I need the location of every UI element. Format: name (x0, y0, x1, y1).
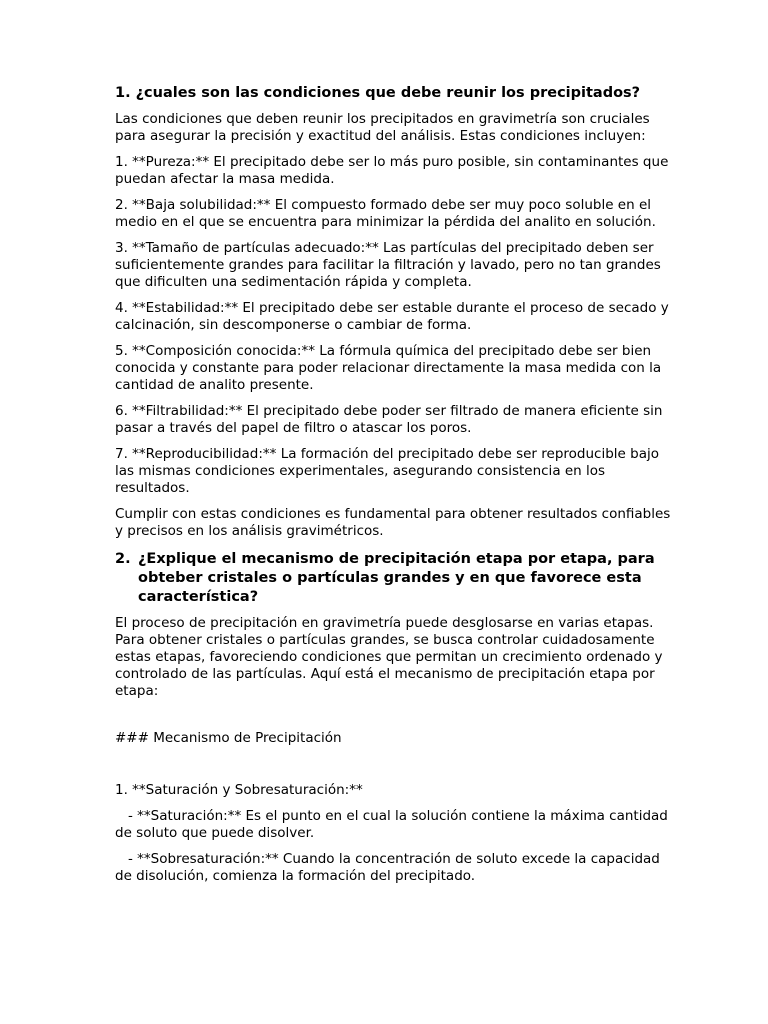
condition-item: 6. **Filtrabilidad:** El precipitado debe poder ser filtrado de manera eficiente sin pasar a través del papel de filtro o atascar los poros. (115, 403, 663, 436)
condition-item: 1. **Pureza:** El precipitado debe ser lo más puro posible, sin contaminantes que puedan afectar la masa medida. (115, 154, 669, 187)
condition-item: 2. **Baja solubilidad:** El compuesto formado debe ser muy poco soluble en el medio en el que se encuentra para minimizar la pérdida del analito en solución. (115, 197, 656, 230)
question-1-heading: 1. ¿cuales son las condiciones que debe reunir los precipitados? (115, 85, 641, 101)
condition-item: 3. **Tamaño de partículas adecuado:** Las partículas del precipitado deben ser suficientemente grandes para facilitar la filtración y lavado, pero no tan grandes que dificulten una sedimentación rápida y completa. (115, 240, 661, 290)
question-2-number: 2. (115, 551, 131, 567)
mechanism-subheading: ### Mecanismo de Precipitación (115, 730, 342, 746)
question-1-conclusion: Cumplir con estas condiciones es fundamental para obtener resultados confiables y precisos en los análisis gravimétricos. (115, 506, 671, 539)
question-2-intro: El proceso de precipitación en gravimetría puede desglosarse en varias etapas. Para obtener cristales o partículas grandes, se busca controlar cuidadosamente estas etapas, favoreciendo condiciones que permitan un crecimiento ordenado y controlado de las partículas. Aquí está el mecanismo de precipitación etapa por etapa: (115, 615, 663, 699)
question-2-heading-text: ¿Explique el mecanismo de precipitación etapa por etapa, para obteber cristales o partículas grandes y en que favorece esta característica? (138, 551, 655, 605)
condition-item: 7. **Reproducibilidad:** La formación del precipitado debe ser reproducible bajo las mismas condiciones experimentales, asegurando consistencia en los resultados. (115, 446, 659, 496)
question-1-intro: Las condiciones que deben reunir los precipitados en gravimetría son cruciales para asegurar la precisión y exactitud del análisis. Estas condiciones incluyen: (115, 111, 650, 144)
mechanism-step-1: 1. **Saturación y Sobresaturación:** (115, 782, 363, 798)
mechanism-bullet: - **Sobresaturación:** Cuando la concentración de soluto excede la capacidad de disolución, comienza la formación del precipitado. (115, 851, 660, 884)
condition-item: 4. **Estabilidad:** El precipitado debe ser estable durante el proceso de secado y calcinación, sin descomponerse o cambiar de forma. (115, 300, 669, 333)
condition-item: 5. **Composición conocida:** La fórmula química del precipitado debe ser bien conocida y constante para poder relacionar directamente la masa medida con la cantidad de analito presente. (115, 343, 662, 393)
document-content (115, 84, 671, 894)
question-2-heading (115, 550, 671, 607)
mechanism-bullet: - **Saturación:** Es el punto en el cual la solución contiene la máxima cantidad de soluto que puede disolver. (115, 808, 668, 841)
